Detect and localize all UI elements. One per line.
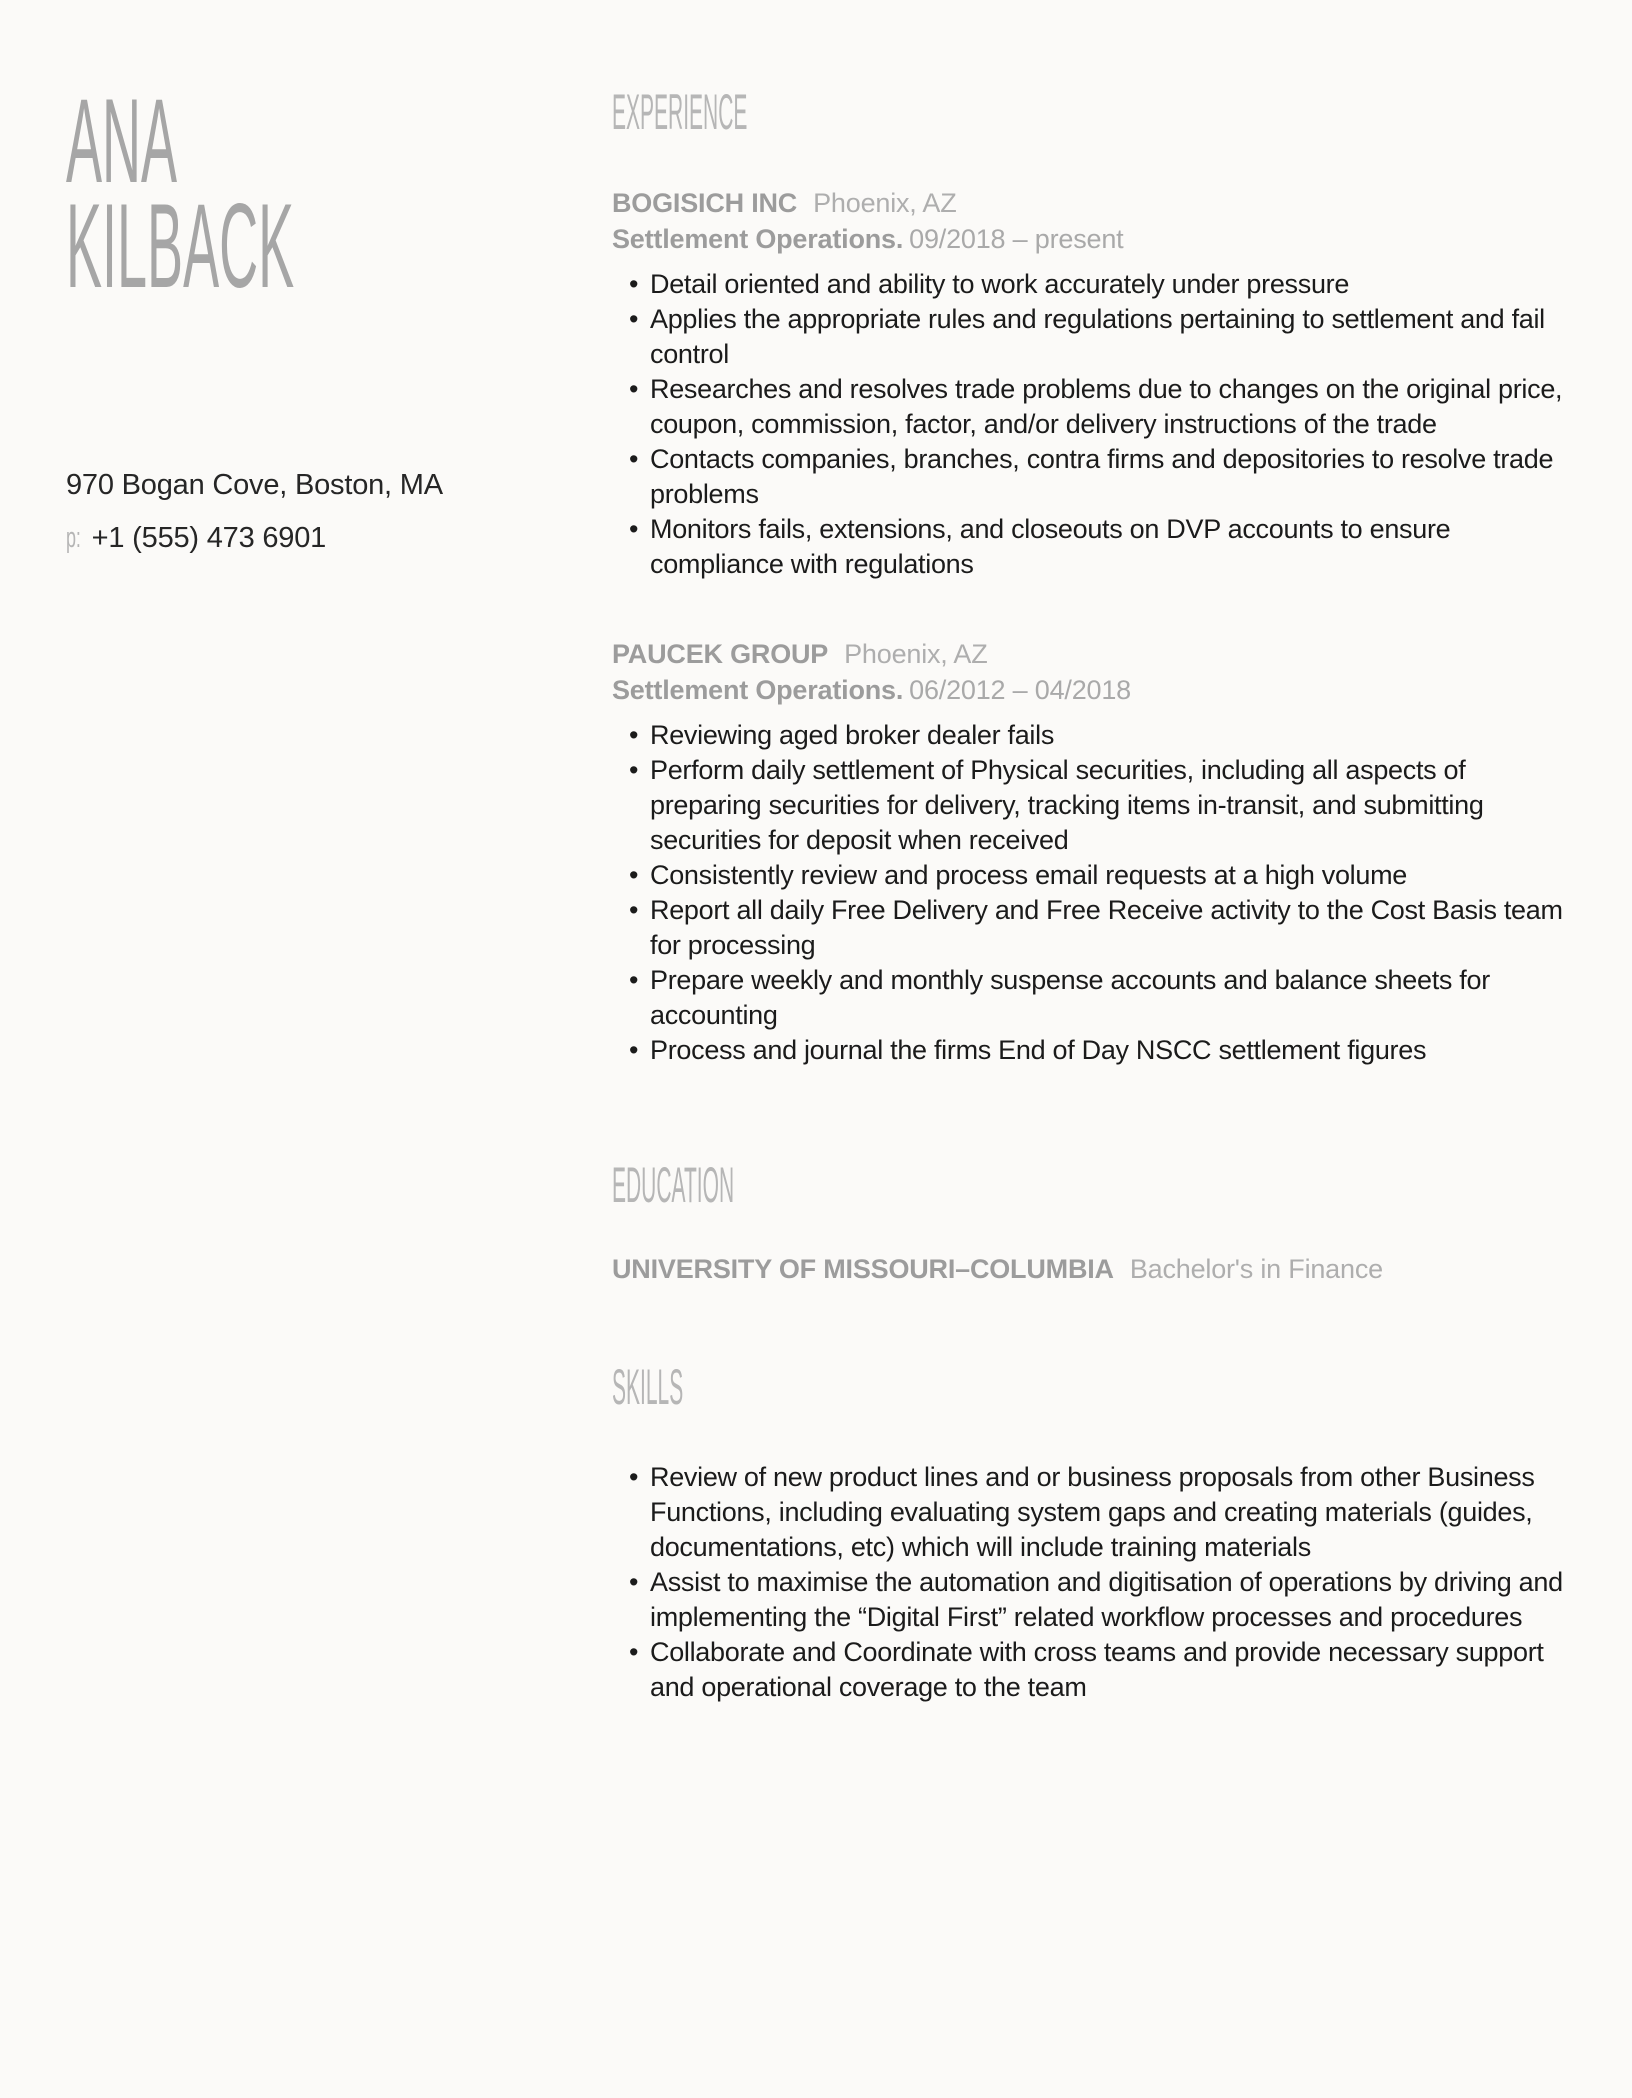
candidate-first-name: ANA — [66, 74, 178, 208]
school-name: UNIVERSITY OF MISSOURI–COLUMBIA — [612, 1254, 1114, 1284]
company-location: Phoenix, AZ — [813, 188, 957, 218]
experience-bullet: • Process and journal the firms End of Day NSCC settlement figures — [628, 1033, 1577, 1068]
experience-bullet: • Reviewing aged broker dealer fails — [628, 718, 1577, 753]
job-title-line — [612, 221, 1577, 257]
experience-section — [612, 84, 1577, 1068]
job-entry — [612, 185, 1577, 582]
skill-bullet: • Assist to maximise the automation and digitisation of operations by driving and implementing the “Digital First” related workflow processes and procedures — [628, 1565, 1577, 1635]
experience-bullet: • Contacts companies, branches, contra firms and depositories to resolve trade problems — [628, 442, 1577, 512]
job-company-line — [612, 636, 1577, 672]
candidate-last-name: KILBACK — [66, 179, 295, 313]
company-location: Phoenix, AZ — [844, 639, 988, 669]
sidebar — [66, 0, 566, 556]
experience-bullet: • Report all daily Free Delivery and Free Receive activity to the Cost Basis team for processing — [628, 893, 1577, 963]
candidate-name — [66, 74, 566, 313]
job-bullets — [628, 267, 1577, 582]
education-entry — [612, 1251, 1577, 1287]
phone — [66, 520, 566, 556]
experience-bullet: • Consistently review and process email requests at a high volume — [628, 858, 1577, 893]
main-content — [612, 0, 1577, 1705]
experience-bullet: • Detail oriented and ability to work accurately under pressure — [628, 267, 1577, 302]
skill-bullet: • Collaborate and Coordinate with cross teams and provide necessary support and operational coverage to the team — [628, 1635, 1577, 1705]
job-dates: 06/2012 – 04/2018 — [909, 675, 1131, 705]
job-dates: 09/2018 – present — [909, 224, 1124, 254]
job-bullets — [628, 718, 1577, 1068]
experience-bullet: • Prepare weekly and monthly suspense accounts and balance sheets for accounting — [628, 963, 1577, 1033]
company-name: BOGISICH INC — [612, 188, 798, 218]
job-title: Settlement Operations. — [612, 675, 904, 705]
jobs-list — [612, 185, 1577, 1068]
skills-heading: SKILLS — [612, 1359, 684, 1415]
experience-heading: EXPERIENCE — [612, 84, 748, 140]
skill-bullet: • Review of new product lines and or business proposals from other Business Functions, including evaluating system gaps and creating materials (guides, documentations, etc) which will include training materials — [628, 1460, 1577, 1565]
experience-bullet: • Perform daily settlement of Physical securities, including all aspects of preparing securities for delivery, tracking items in-transit, and submitting securities for deposit when received — [628, 753, 1577, 858]
education-heading: EDUCATION — [612, 1157, 735, 1213]
phone-label: p: — [66, 522, 81, 554]
job-entry — [612, 636, 1577, 1068]
experience-bullet: • Researches and resolves trade problems due to changes on the original price, coupon, commission, factor, and/or delivery instructions of the trade — [628, 372, 1577, 442]
skills-list — [628, 1460, 1577, 1705]
phone-number: +1 (555) 473 6901 — [91, 522, 327, 554]
education-section — [612, 1157, 1577, 1287]
job-company-line — [612, 185, 1577, 221]
experience-bullet: • Applies the appropriate rules and regulations pertaining to settlement and fail control — [628, 302, 1577, 372]
job-title-line — [612, 672, 1577, 708]
job-title: Settlement Operations. — [612, 224, 904, 254]
company-name: PAUCEK GROUP — [612, 639, 829, 669]
degree: Bachelor's in Finance — [1129, 1254, 1383, 1284]
address: 970 Bogan Cove, Boston, MA — [66, 469, 443, 501]
experience-bullet: • Monitors fails, extensions, and closeouts on DVP accounts to ensure compliance with regulations — [628, 512, 1577, 582]
skills-section — [612, 1359, 1577, 1705]
